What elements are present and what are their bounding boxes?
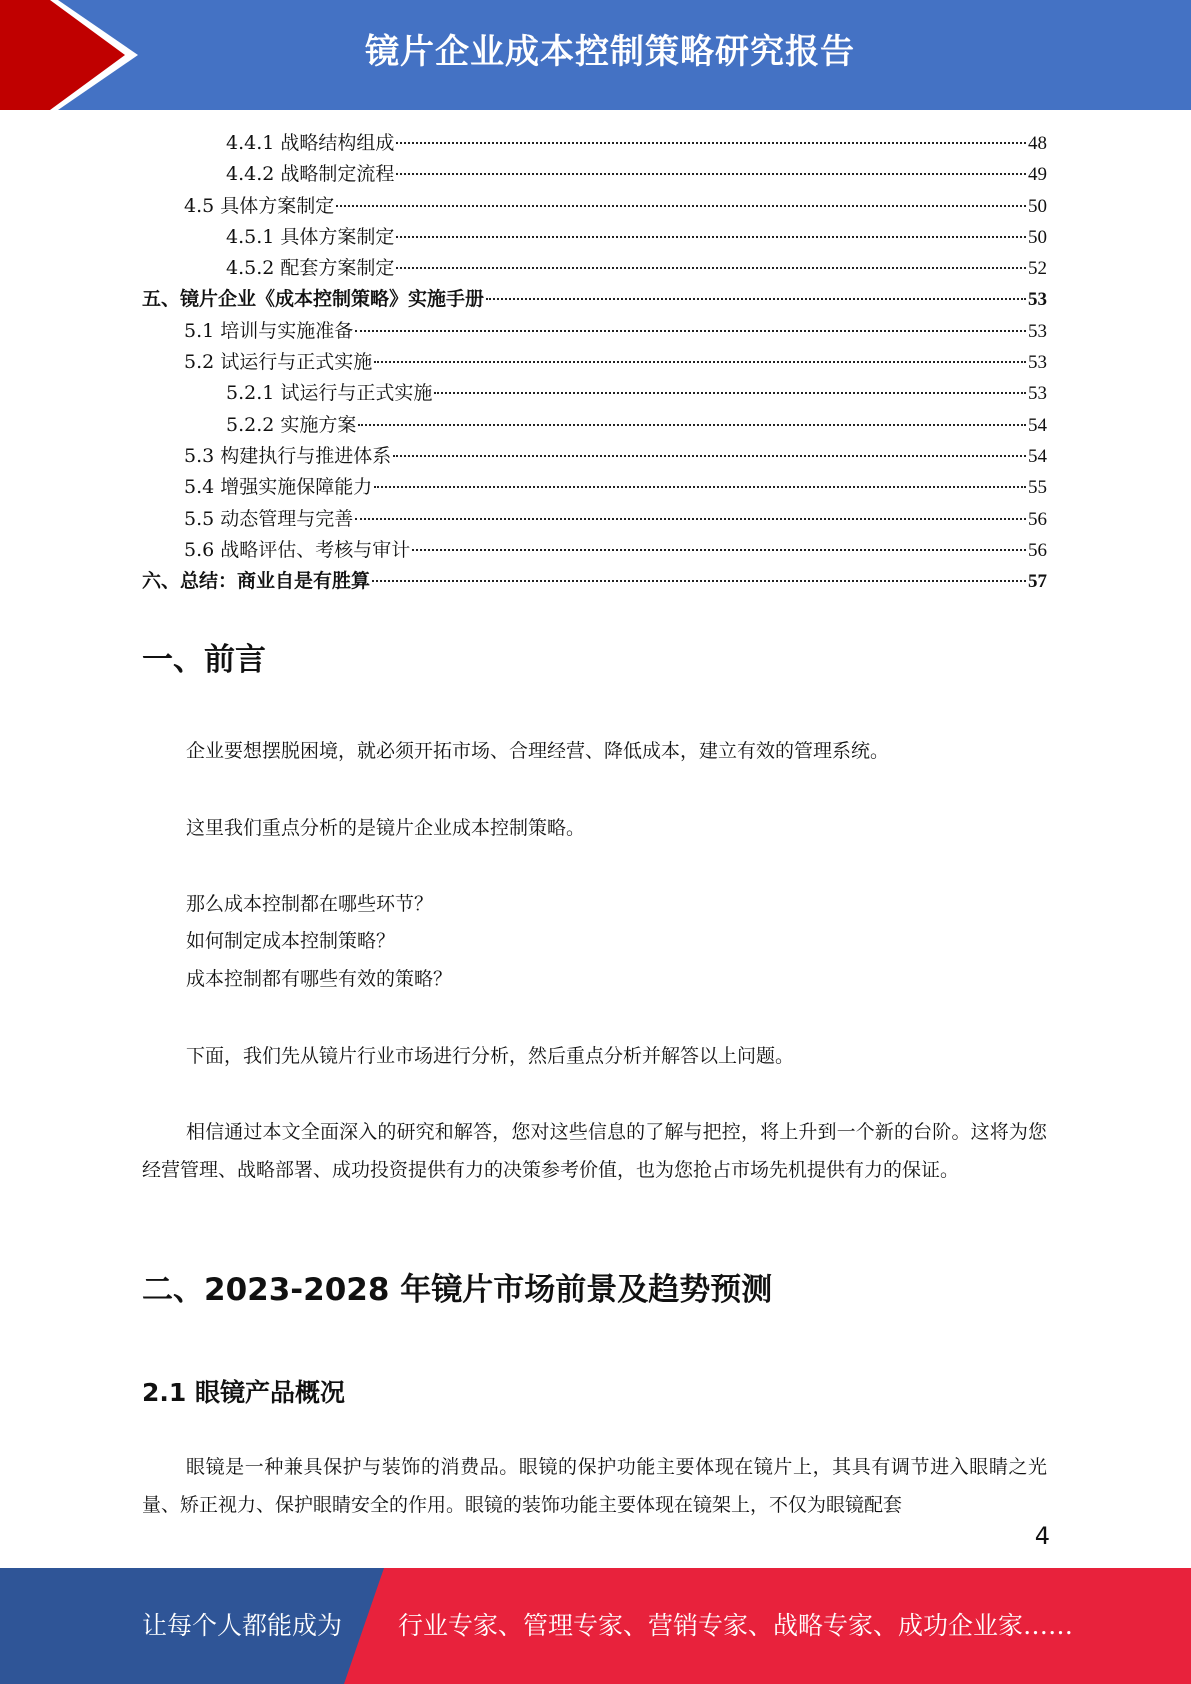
toc-entry-label: 5.2.1 试运行与正式实施 — [226, 382, 433, 405]
toc-entry[interactable] — [142, 535, 1047, 566]
toc-entry-label: 5.6 战略评估、考核与审计 — [184, 538, 411, 561]
toc-entry[interactable] — [142, 253, 1047, 284]
page-footer — [0, 1568, 1191, 1684]
toc-entry[interactable] — [142, 284, 1047, 315]
section-heading-market-outlook: 二、2023-2028 年镜片市场前景及趋势预测 — [142, 1272, 773, 1308]
toc-leader-dots — [336, 205, 1026, 207]
toc-entry[interactable] — [142, 378, 1047, 409]
toc-leader-dots — [434, 392, 1026, 394]
toc-page-number: 55 — [1028, 477, 1047, 499]
toc-entry[interactable] — [142, 347, 1047, 378]
toc-page-number: 56 — [1028, 508, 1047, 530]
toc-entry[interactable] — [142, 566, 1047, 597]
toc-page-number: 49 — [1028, 164, 1047, 186]
paragraph: 眼镜是一种兼具保护与装饰的消费品。眼镜的保护功能主要体现在镜片上，其具有调节进入眼睛之光量、矫正视力、保护眼睛安全的作用。眼镜的装饰功能主要体现在镜架上，不仅为眼镜配套 — [142, 1456, 1047, 1516]
toc-page-number: 50 — [1028, 226, 1047, 248]
toc-page-number: 48 — [1028, 133, 1047, 154]
toc-page-number: 53 — [1028, 320, 1047, 342]
toc-leader-dots — [396, 142, 1026, 144]
paragraph: 这里我们重点分析的是镜片企业成本控制策略。 — [186, 817, 586, 839]
toc-entry-label: 五、镜片企业《成本控制策略》实施手册 — [142, 288, 485, 311]
toc-entry-label: 六、总结：商业自是有胜算 — [142, 570, 371, 593]
subsection-heading: 2.1 眼镜产品概况 — [142, 1378, 345, 1407]
toc-page-number: 53 — [1028, 383, 1047, 405]
toc-entry[interactable] — [142, 159, 1047, 190]
toc-entry[interactable] — [142, 472, 1047, 503]
toc-entry-label: 4.4.1 战略结构组成 — [226, 132, 395, 154]
toc-entry[interactable] — [142, 504, 1047, 535]
toc-entry-label: 5.4 增强实施保障能力 — [184, 476, 373, 499]
toc-entry-label: 5.5 动态管理与完善 — [184, 507, 354, 530]
toc-leader-dots — [393, 455, 1026, 457]
paragraph: 下面，我们先从镜片行业市场进行分析，然后重点分析并解答以上问题。 — [186, 1045, 795, 1067]
toc-entry-label: 4.4.2 战略制定流程 — [226, 163, 395, 186]
toc-entry-label: 5.3 构建执行与推进体系 — [184, 444, 392, 467]
toc-entry-label: 5.2.2 实施方案 — [226, 413, 357, 436]
page-number: 4 — [1034, 1522, 1050, 1550]
toc-entry-label: 4.5.2 配套方案制定 — [226, 257, 395, 280]
toc-page-number: 54 — [1028, 414, 1047, 436]
toc-leader-dots — [358, 424, 1026, 426]
toc-page-number: 56 — [1028, 539, 1047, 561]
toc-leader-dots — [374, 486, 1026, 488]
header-arrow-decoration — [0, 0, 160, 110]
toc-entry[interactable] — [142, 441, 1047, 472]
question-line: 那么成本控制都在哪些环节？ — [186, 893, 434, 915]
page-header — [0, 0, 1191, 110]
footer-slogan-right: 行业专家、管理专家、营销专家、战略专家、成功企业家…… — [398, 1611, 1074, 1640]
toc-leader-dots — [412, 549, 1026, 551]
toc-page-number: 57 — [1028, 571, 1047, 593]
toc-entry-label: 4.5.1 具体方案制定 — [226, 225, 395, 248]
paragraph: 相信通过本文全面深入的研究和解答，您对这些信息的了解与把控，将上升到一个新的台阶。这将为您经营管理、战略部署、成功投资提供有力的决策参考价值，也为您抢占市场先机提供有力的保证。 — [142, 1121, 1047, 1181]
question-line: 成本控制都有哪些有效的策略？ — [186, 968, 453, 990]
toc-entry[interactable] — [142, 191, 1047, 222]
question-line: 如何制定成本控制策略？ — [186, 930, 396, 952]
toc-entry[interactable] — [142, 128, 1047, 159]
section-heading-preface: 一、前言 — [142, 642, 266, 678]
toc-page-number: 53 — [1028, 352, 1047, 374]
toc-entry[interactable] — [142, 410, 1047, 441]
toc-leader-dots — [374, 361, 1026, 363]
toc-entry[interactable] — [142, 316, 1047, 347]
toc-page-number: 50 — [1028, 195, 1047, 217]
toc-page-number: 52 — [1028, 258, 1047, 280]
toc-leader-dots — [355, 518, 1026, 520]
footer-slogan-left: 让每个人都能成为 — [142, 1611, 343, 1640]
toc-leader-dots — [486, 298, 1026, 300]
toc-entry-label: 5.1 培训与实施准备 — [184, 319, 354, 342]
toc-page-number: 53 — [1028, 289, 1047, 311]
toc-leader-dots — [396, 267, 1026, 269]
table-of-contents — [142, 128, 1047, 597]
toc-entry[interactable] — [142, 222, 1047, 253]
toc-entry-label: 5.2 试运行与正式实施 — [184, 351, 373, 374]
document-title: 镜片企业成本控制策略研究报告 — [365, 32, 855, 72]
toc-leader-dots — [355, 330, 1026, 332]
toc-leader-dots — [396, 236, 1026, 238]
paragraph: 企业要想摆脱困境，就必须开拓市场、合理经营、降低成本，建立有效的管理系统。 — [186, 740, 890, 762]
toc-page-number: 54 — [1028, 445, 1047, 467]
toc-entry-label: 4.5 具体方案制定 — [184, 194, 335, 217]
toc-leader-dots — [396, 173, 1026, 175]
toc-leader-dots — [372, 580, 1026, 582]
